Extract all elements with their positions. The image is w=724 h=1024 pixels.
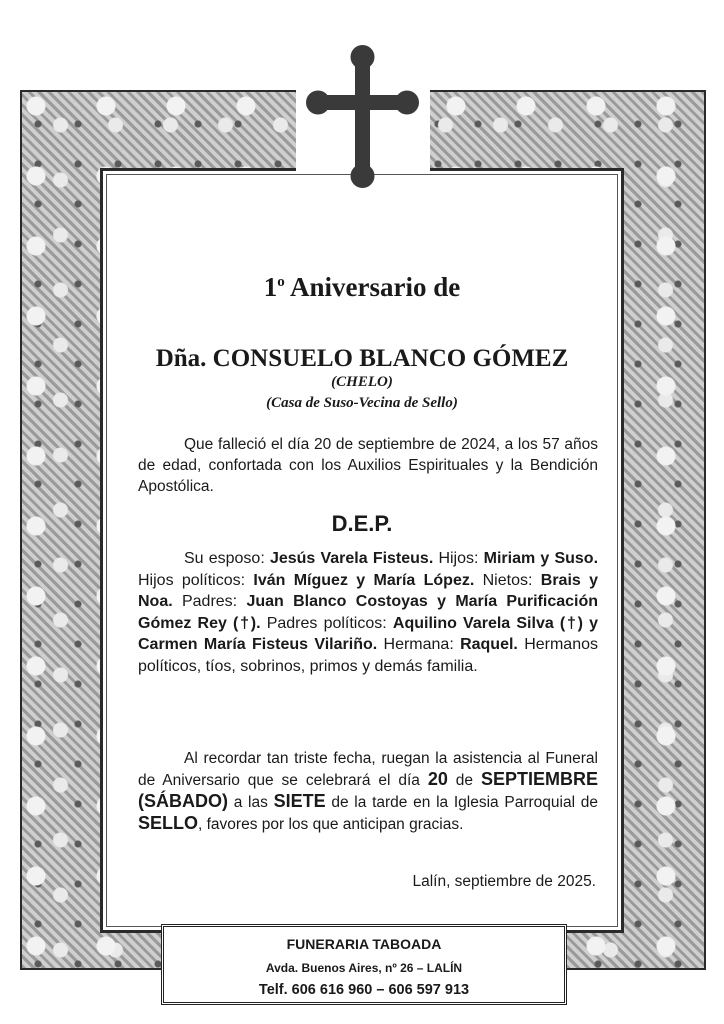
signature-date: Lalín, septiembre de 2025. <box>412 873 596 890</box>
family-name-run: Iván Míguez y María López. <box>253 571 475 589</box>
family-name-run: Raquel. <box>460 636 518 653</box>
family-text-run: Hermanos políticos, tíos, sobrinos, primos y demás familia. <box>138 636 598 675</box>
family-text-run: Hermana: <box>377 636 461 653</box>
funeral-home-box <box>161 924 567 1005</box>
deceased-name: Dña. CONSUELO BLANCO GÓMEZ <box>155 345 569 372</box>
funeral-day: 20 <box>427 769 448 789</box>
funeral-date: SEPTIEMBRE (SÁBADO) <box>138 769 598 811</box>
deceased-nickname: (CHELO) <box>331 374 393 390</box>
cross-icon <box>305 44 420 189</box>
funeral-paragraph: Al recordar tan triste fecha, ruegan la asistencia al Funeral de Aniversario que se celebrará el día 20 de SEPTIEMBRE (SÁBADO) a las SIETE de la tarde en la Iglesia Parroquial de SELLO, favores por los que anticipan gracias. <box>138 750 598 833</box>
family-text-run: Hijos: <box>433 550 484 567</box>
funeral-home-name: FUNERARIA TABOADA <box>286 936 442 952</box>
family-name-run: Miriam y Suso. <box>483 550 599 567</box>
family-text-run: Padres: <box>172 593 247 610</box>
deceased-house: (Casa de Suso-Vecina de Sello) <box>266 395 458 411</box>
family-paragraph <box>138 548 598 677</box>
family-name-run: Brais y Noa. <box>138 571 599 610</box>
funeral-place: SELLO <box>138 813 199 833</box>
family-name-run: Aquilino Varela Silva (†) y Carmen María Fisteus Vilariño. <box>138 614 599 653</box>
family-text-run: Nietos: <box>474 571 541 589</box>
family-name-run: Jesús Varela Fisteus. <box>269 550 434 567</box>
death-paragraph: Que falleció el día 20 de septiembre de 2024, a los 57 años de edad, confortada con los Auxilios Espirituales y la Bendición Apostólica. <box>138 436 598 495</box>
dep-heading: D.E.P. <box>331 511 393 536</box>
family-text-run: Padres políticos: <box>260 614 393 632</box>
funeral-home-phones: Telf. 606 616 960 – 606 597 913 <box>258 982 470 998</box>
family-text-run: Su esposo: <box>184 550 270 567</box>
anniversary-title: 1$^o$ Aniversario de <box>263 272 461 302</box>
family-name-run: Juan Blanco Costoyas y María Purificación Gómez Rey (†). <box>138 593 599 632</box>
family-text-run: Hijos políticos: <box>138 571 254 589</box>
funeral-time: SIETE <box>273 791 326 811</box>
funeral-home-address: Avda. Buenos Aires, nº 26 – LALÍN <box>265 961 463 975</box>
